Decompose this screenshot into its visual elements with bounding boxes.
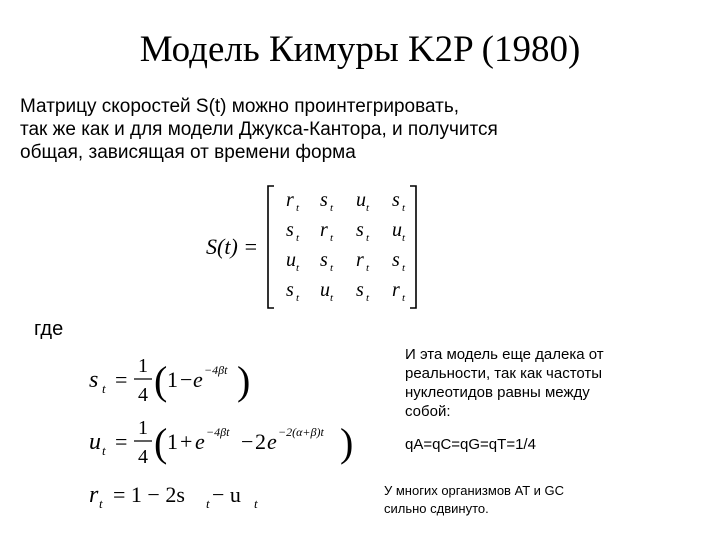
matrix-cell-subscript: t	[402, 292, 406, 304]
s-frac-den: 4	[138, 384, 148, 406]
matrix-cell-subscript: t	[366, 232, 370, 244]
matrix-cell: s	[320, 189, 328, 211]
matrix-cell: u	[356, 189, 366, 211]
matrix-cell-subscript: t	[330, 292, 334, 304]
r-lhs: r	[89, 482, 99, 508]
matrix-cell-subscript: t	[296, 202, 300, 214]
u-paren-open: (	[154, 420, 168, 465]
matrix-cell-subscript: t	[330, 262, 334, 274]
r-sub: t	[99, 496, 103, 511]
note-line: реальности, так как частоты	[405, 365, 603, 382]
s-one: 1	[167, 367, 178, 392]
u-lhs: u	[89, 429, 101, 455]
intro-line: Матрицу скоростей S(t) можно проинтегрировать,	[20, 96, 459, 117]
matrix-cell-subscript: t	[366, 262, 370, 274]
matrix-cell: u	[320, 279, 330, 301]
intro-text	[20, 95, 660, 164]
s-eq: =	[115, 367, 128, 392]
matrix-formula	[200, 180, 430, 315]
matrix-cell-subscript: t	[366, 292, 370, 304]
u-one: 1	[167, 429, 178, 454]
u-minus: −	[241, 429, 254, 454]
formulas	[85, 345, 360, 520]
u-sub: t	[102, 443, 106, 458]
u-frac-num: 1	[138, 417, 148, 439]
matrix-cell: s	[286, 279, 294, 301]
s-lhs: s	[89, 367, 99, 393]
r-rhs: = 1 − 2s	[113, 482, 185, 507]
matrix-cell-subscript: t	[296, 262, 300, 274]
note-line: И эта модель еще далека от	[405, 346, 604, 363]
matrix-cell-subscript: t	[366, 202, 370, 214]
matrix-cell-subscript: t	[330, 202, 334, 214]
matrix-cell: s	[320, 249, 328, 271]
u-exp2: −2(α+β)t	[278, 425, 324, 439]
u-e2: e	[267, 429, 277, 454]
note2-line: У многих организмов AT и GC	[384, 483, 564, 498]
note-line: нуклеотидов равны между	[405, 384, 590, 401]
u-frac-den: 4	[138, 446, 148, 468]
note-line: собой:	[405, 403, 451, 420]
u-paren-close: )	[340, 420, 354, 465]
intro-line: общая, зависящая от времени форма	[20, 142, 356, 163]
s-sub: t	[102, 381, 106, 396]
matrix-cell-subscript: t	[402, 202, 406, 214]
frequency-equation: qA=qC=qG=qT=1/4	[405, 436, 536, 453]
matrix-cell-subscript: t	[296, 232, 300, 244]
matrix-left-bracket	[268, 186, 274, 308]
matrix-cell-subscript: t	[402, 262, 406, 274]
r-rhs-tail: − u	[212, 482, 241, 507]
matrix-cell: s	[392, 189, 400, 211]
matrix-right-bracket	[410, 186, 416, 308]
u-exp1: −4βt	[206, 425, 230, 439]
u-two: 2	[255, 429, 266, 454]
u-eq: =	[115, 429, 128, 454]
s-frac-num: 1	[138, 355, 148, 377]
r-rhs-sub: t	[206, 496, 210, 511]
note-block-2	[384, 482, 644, 518]
intro-line: так же как и для модели Джукса-Кантора, и получится	[20, 119, 498, 140]
matrix-cell-subscript: t	[296, 292, 300, 304]
matrix-cells	[286, 189, 406, 304]
matrix-cell: r	[356, 249, 364, 271]
r-rhs-tail-sub: t	[254, 496, 258, 511]
matrix-cell: r	[286, 189, 294, 211]
u-plus: +	[180, 429, 193, 454]
s-exp: −4βt	[204, 363, 228, 377]
matrix-cell: s	[392, 249, 400, 271]
s-e: e	[193, 367, 203, 392]
matrix-cell-subscript: t	[402, 232, 406, 244]
matrix-lhs: S(t) =	[206, 234, 259, 259]
matrix-cell-subscript: t	[330, 232, 334, 244]
matrix-cell: u	[286, 249, 296, 271]
s-paren-close: )	[237, 358, 251, 403]
slide-title: Модель Кимуры K2P (1980)	[139, 29, 581, 70]
matrix-cell: u	[392, 219, 402, 241]
note2-line: сильно сдвинуто.	[384, 501, 489, 516]
s-paren-open: (	[154, 358, 168, 403]
matrix-cell: r	[320, 219, 328, 241]
note-block	[405, 345, 665, 454]
s-minus: −	[180, 367, 193, 392]
matrix-cell: s	[356, 219, 364, 241]
u-e1: e	[195, 429, 205, 454]
matrix-cell: r	[392, 279, 400, 301]
where-label: где	[34, 318, 64, 340]
matrix-cell: s	[286, 219, 294, 241]
matrix-cell: s	[356, 279, 364, 301]
